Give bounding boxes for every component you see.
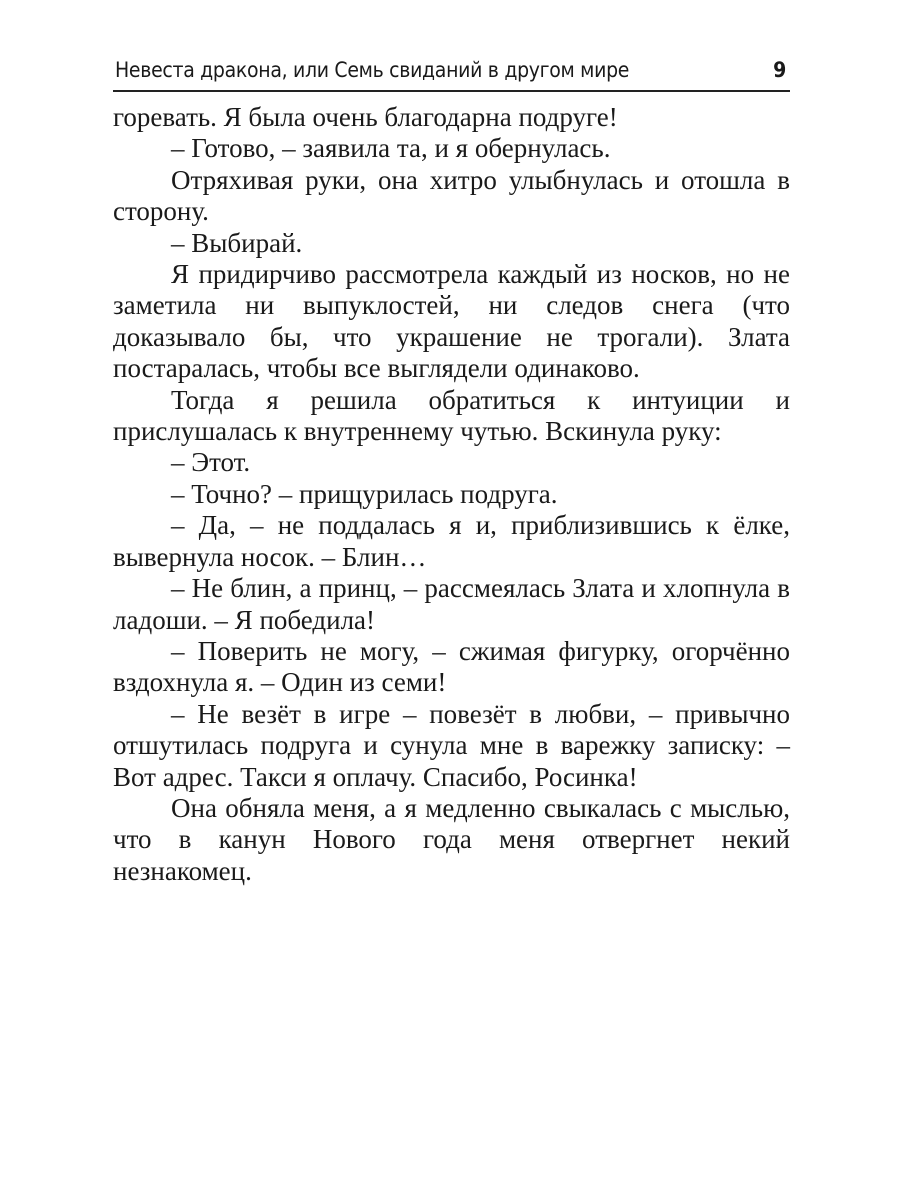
page-number: 9	[773, 58, 786, 82]
body-text	[113, 102, 790, 887]
paragraph: – Точно? – прищурилась подруга.	[171, 478, 558, 509]
paragraph: Тогда я решила обратиться к интуиции и прислушалась к внутреннему чутью. Вскинула руку:	[113, 384, 790, 447]
paragraph: – Не блин, а принц, – рассмеялась Злата и хлопнула в ладоши. – Я победила!	[113, 573, 790, 635]
running-title: Невеста дракона, или Семь свиданий в другом мире	[115, 58, 630, 82]
paragraph: горевать. Я была очень благодарна подруге!	[113, 102, 618, 132]
paragraph: – Да, – не поддалась я и, приблизившись к ёлке, вывернула носок. – Блин…	[113, 510, 790, 572]
paragraph: Я придирчиво рассмотрела каждый из носков, но не заметила ни выпуклостей, ни следов снега (что доказывало бы, что украшение не трогали). Злата постаралась, чтобы все выглядели одинаково.	[113, 259, 790, 384]
running-header	[113, 56, 790, 92]
paragraph: – Не везёт в игре – повезёт в любви, – привычно отшутилась подруга и сунула мне в варежку записку: – Вот адрес. Такси я оплачу. Спасибо, Росинка!	[113, 698, 790, 792]
paragraph: – Готово, – заявила та, и я обернулась.	[171, 133, 611, 164]
paragraph: – Поверить не могу, – сжимая фигурку, огорчённо вздохнула я. – Один из семи!	[113, 635, 790, 698]
paragraph: Отряхивая руки, она хитро улыбнулась и отошла в сторону.	[113, 164, 790, 227]
paragraph: Она обняла меня, а я медленно свыкалась с мыслью, что в канун Нового года меня отвергнет некий незнакомец.	[113, 792, 790, 886]
paragraph: – Этот.	[171, 447, 251, 478]
paragraph: – Выбирай.	[171, 227, 303, 258]
